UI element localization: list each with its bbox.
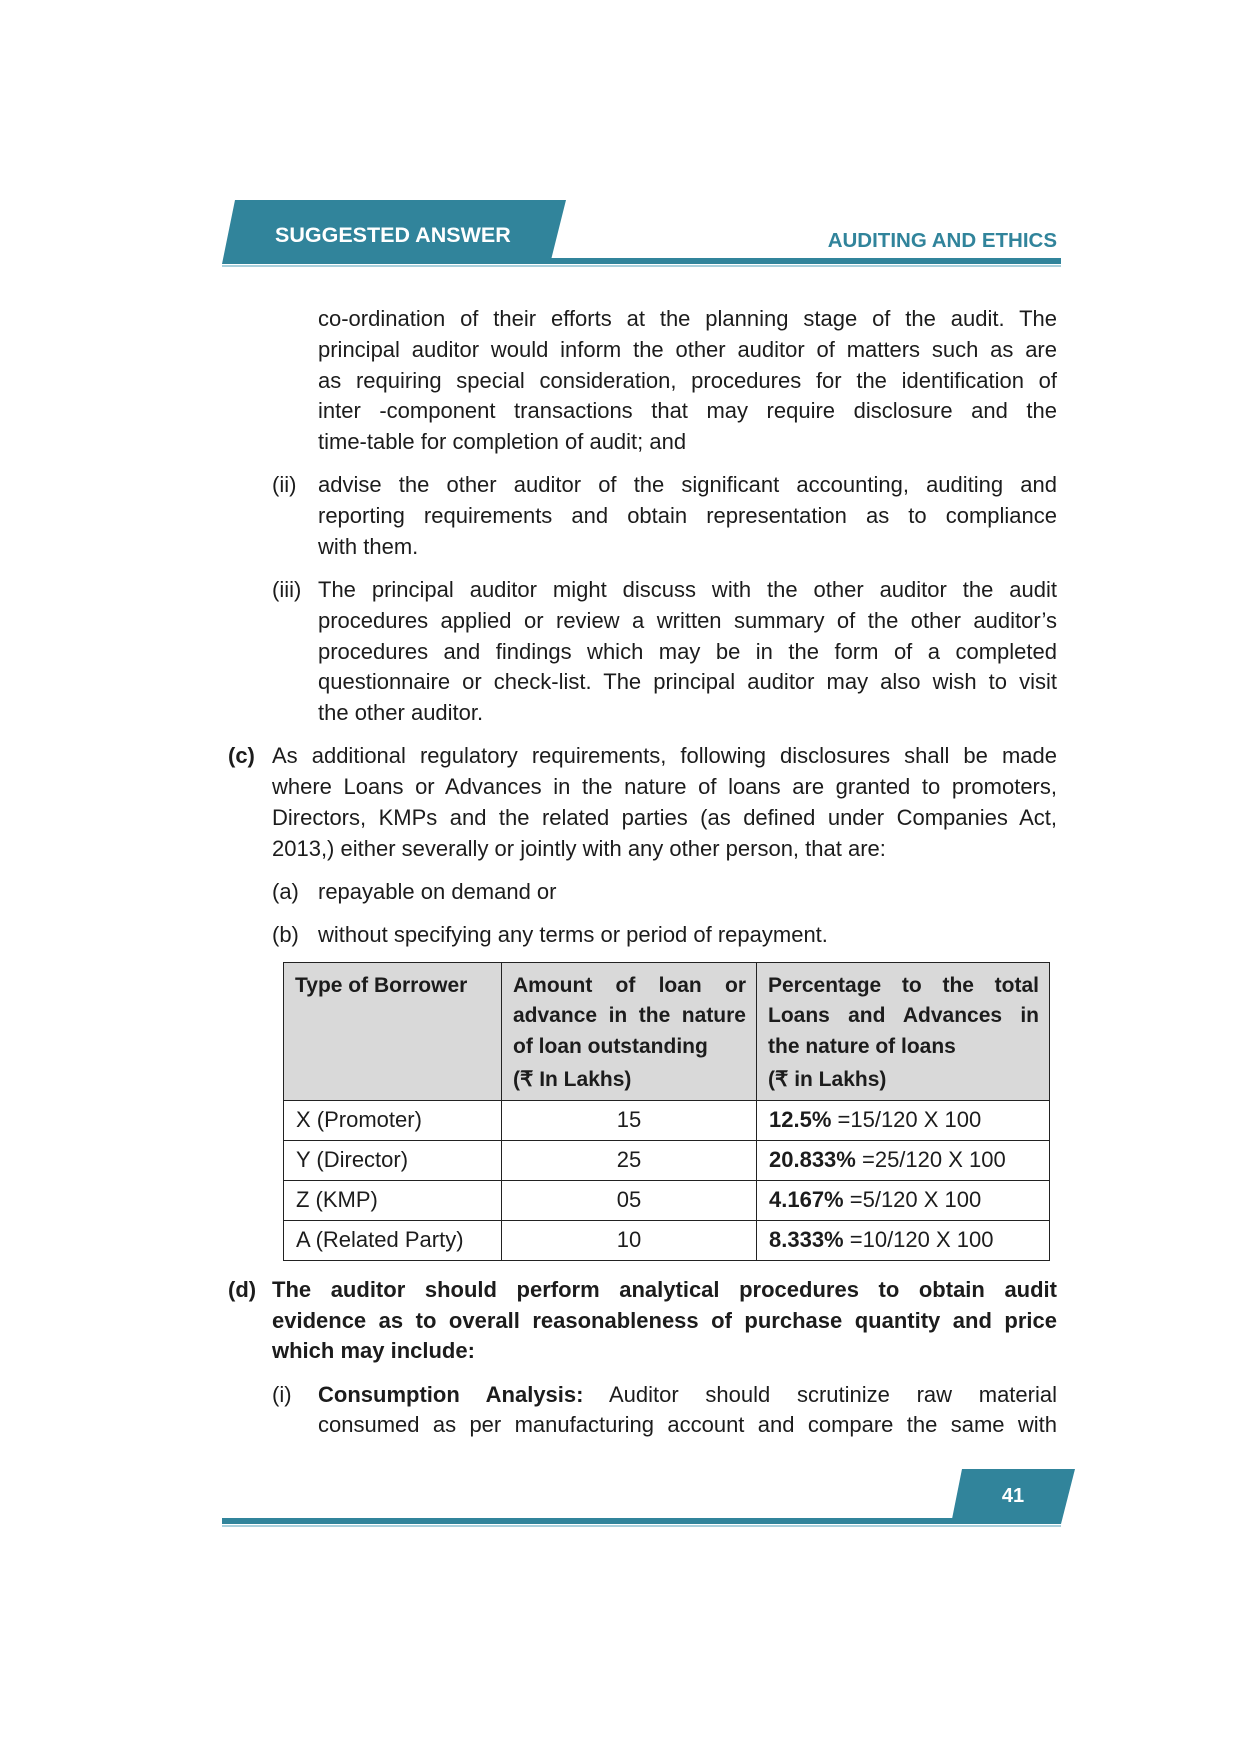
text-line: questionnaire or check-list. The principal auditor may also wish to visit	[318, 669, 1057, 695]
header-line: advance in the nature	[513, 1004, 746, 1028]
percentage-value: 8.333%	[769, 1227, 844, 1253]
condition-b	[228, 920, 1057, 951]
header-rule	[550, 258, 1061, 264]
column-header-amount	[502, 962, 757, 1100]
amount-cell: 05	[502, 1180, 757, 1220]
text-line: principal auditor would inform the other auditor of matters such as are	[318, 336, 1057, 362]
borrower-cell: Z (KMP)	[284, 1180, 502, 1220]
text-line: repayable on demand or	[318, 878, 557, 904]
list-label: (iii)	[272, 577, 302, 602]
text-line: procedures and findings which may be in the form of a completed	[318, 638, 1057, 664]
point-text: Auditor should scrutinize raw material	[608, 1381, 1057, 1407]
loan-disclosure-table	[283, 962, 1050, 1261]
point-ii	[228, 470, 1057, 562]
header-line: the nature of loans	[768, 1034, 956, 1058]
list-label: (b)	[272, 922, 299, 947]
text-line: the other auditor.	[318, 700, 484, 725]
borrower-cell: A (Related Party)	[284, 1220, 502, 1260]
text-line: evidence as to overall reasonableness of purchase quantity and price	[272, 1307, 1057, 1333]
percentage-cell	[757, 1220, 1050, 1260]
section-label: (c)	[228, 743, 255, 769]
percentage-value: 12.5%	[769, 1107, 832, 1133]
text-line: procedures applied or review a written summary of the other auditor’s	[318, 607, 1057, 633]
part-d-intro	[228, 1275, 1057, 1367]
condition-a	[228, 877, 1057, 908]
header-tab-label: SUGGESTED ANSWER	[275, 223, 511, 247]
percentage-cell	[757, 1140, 1050, 1180]
percentage-cell	[757, 1180, 1050, 1220]
part-c	[228, 741, 1057, 1261]
amount-cell: 25	[502, 1140, 757, 1180]
point-heading: Consumption Analysis:	[318, 1381, 584, 1407]
text-line	[318, 1380, 1057, 1411]
text-line: reporting requirements and obtain representation as to compliance	[318, 503, 1057, 528]
text-line: Directors, KMPs and the related parties (as defined under Companies Act,	[272, 804, 1057, 830]
table-row	[284, 1180, 1050, 1220]
point-iii	[228, 575, 1057, 729]
text-line: without specifying any terms or period of repayment.	[318, 922, 828, 947]
text-line: inter -component transactions that may require disclosure and the	[318, 398, 1057, 424]
percentage-computation: =25/120 X 100	[861, 1147, 1006, 1173]
text-line: co-ordination of their efforts at the planning stage of the audit. The	[318, 306, 1057, 331]
subject-title: AUDITING AND ETHICS	[827, 229, 1057, 252]
section-label: (d)	[228, 1276, 257, 1302]
table-row	[284, 1100, 1050, 1140]
footer-rule	[222, 1518, 1061, 1524]
percentage-cell	[757, 1100, 1050, 1140]
footer-rule-thin	[222, 1525, 1061, 1527]
percentage-computation: =5/120 X 100	[849, 1187, 982, 1213]
percentage-computation: =10/120 X 100	[849, 1227, 994, 1253]
page-body	[228, 304, 1057, 1441]
text-line: where Loans or Advances in the nature of loans are granted to promoters,	[272, 774, 1057, 799]
percentage-computation: =15/120 X 100	[837, 1107, 982, 1133]
list-label: (i)	[272, 1381, 292, 1407]
header-unit: (₹ In Lakhs)	[513, 1068, 632, 1092]
table-row	[284, 1140, 1050, 1180]
text-line: The auditor should perform analytical procedures to obtain audit	[272, 1276, 1057, 1302]
text-line: time-table for completion of audit; and	[318, 429, 687, 454]
text-line: with them.	[318, 533, 419, 559]
header-line: of loan outstanding	[513, 1034, 708, 1058]
header-line: Amount of loan or	[513, 973, 746, 997]
part-d	[228, 1275, 1057, 1441]
percentage-value: 4.167%	[769, 1187, 844, 1213]
table-row	[284, 1220, 1050, 1260]
list-label: (a)	[272, 878, 299, 904]
column-header-borrower	[284, 962, 502, 1100]
text-line: as requiring special consideration, procedures for the identification of	[318, 367, 1057, 393]
header-unit: (₹ in Lakhs)	[768, 1068, 887, 1092]
header-line: Type of Borrower	[295, 973, 468, 997]
text-line: which may include:	[272, 1338, 475, 1364]
page-number: 41	[1001, 1485, 1025, 1507]
table-header-row	[284, 962, 1050, 1100]
header-line: Percentage to the total	[768, 973, 1039, 997]
text-line: consumed as per manufacturing account and compare the same with	[318, 1412, 1057, 1438]
amount-cell: 15	[502, 1100, 757, 1140]
text-line: As additional regulatory requirements, following disclosures shall be made	[272, 743, 1057, 769]
list-label: (ii)	[272, 472, 297, 498]
point-i	[228, 1380, 1057, 1442]
text-line: The principal auditor might discuss with the other auditor the audit	[318, 577, 1057, 602]
percentage-value: 20.833%	[769, 1147, 856, 1173]
continuation-paragraph	[228, 304, 1057, 458]
text-line: 2013,) either severally or jointly with any other person, that are:	[272, 835, 886, 861]
borrower-cell: Y (Director)	[284, 1140, 502, 1180]
header-rule-thin	[222, 265, 1061, 267]
column-header-percentage	[757, 962, 1050, 1100]
header-line: Loans and Advances in	[768, 1004, 1039, 1028]
part-c-intro	[228, 741, 1057, 864]
borrower-cell: X (Promoter)	[284, 1100, 502, 1140]
text-line: advise the other auditor of the significant accounting, auditing and	[318, 472, 1057, 498]
amount-cell: 10	[502, 1220, 757, 1260]
loan-table-wrap	[283, 962, 1057, 1261]
